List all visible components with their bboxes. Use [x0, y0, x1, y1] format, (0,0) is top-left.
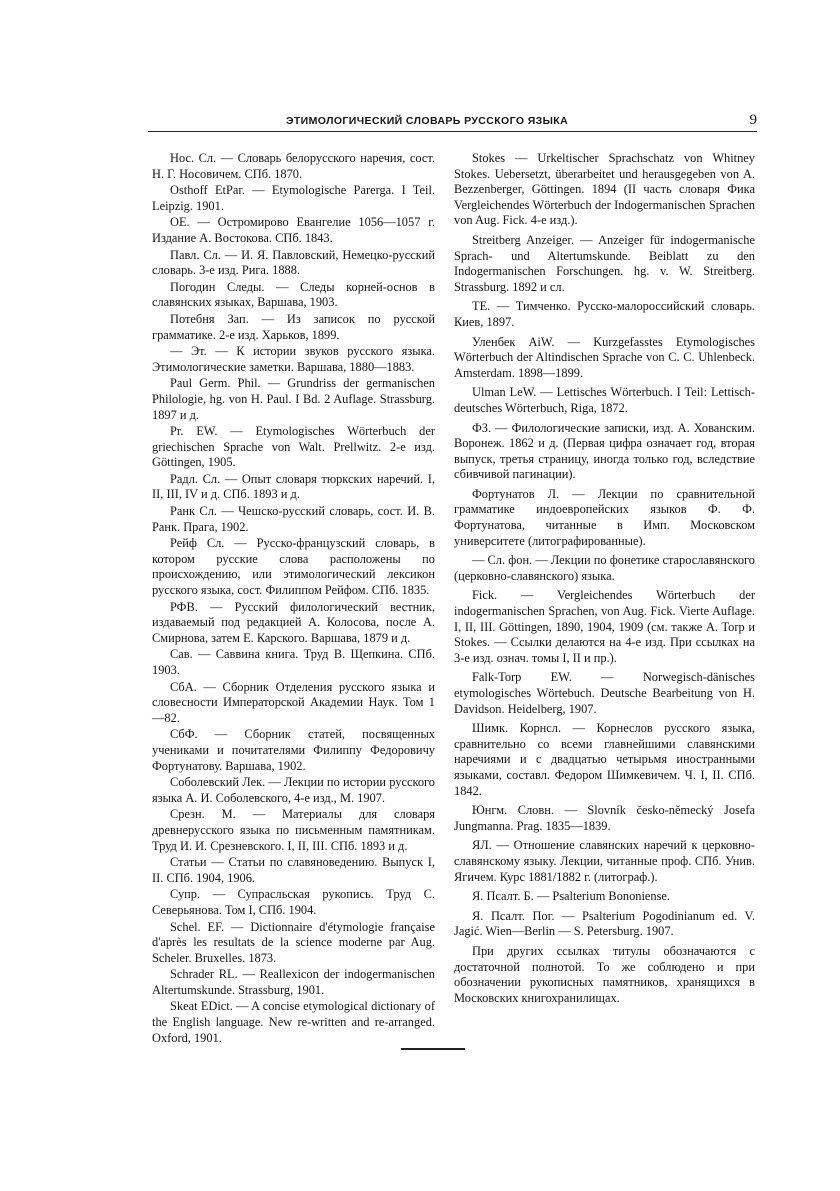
- bibliography-entry: Paul Germ. Phil. — Grundriss der germanischen Philologie, hg. von H. Paul. I Bd. 2 Auflage. Strassburg. 1897 и д.: [152, 376, 435, 422]
- bibliography-entry: Ulman LeW. — Lettisches Wörterbuch. I Teil: Lettisch-deutsches Wörterbuch, Riga, 1872.: [454, 385, 755, 415]
- left-column: [152, 151, 435, 1047]
- bibliography-entry: Нос. Сл. — Словарь белорусского наречия, сост. Н. Г. Носовичем. СПб. 1870.: [152, 151, 435, 181]
- bibliography-entry: СбФ. — Сборник статей, посвященных учениками и почитателями Филиппу Федоровичу Фортунатову. Варшава, 1902.: [152, 727, 435, 773]
- bibliography-entry: Я. Псалт. Б. — Psalterium Bononiense.: [472, 889, 671, 904]
- page-header: [148, 114, 757, 132]
- bibliography-entry: Schel. EF. — Dictionnaire d'étymologie française d'après les resultats de la science moderne par Aug. Scheler. Bruxelles. 1873.: [152, 919, 435, 965]
- bibliography-entry: Я. Псалт. Пог. — Psalterium Pogodinianum ed. V. Jagić. Wien—Berlin — S. Petersburg. 1907.: [454, 908, 755, 939]
- bibliography-entry: Schrader RL. — Reallexicon der indogermanischen Altertumskunde. Strassburg, 1901.: [152, 967, 435, 997]
- bibliography-entry: ОЕ. — Остромирово Евангелие 1056—1057 г. Издание А. Востокова. СПб. 1843.: [152, 215, 435, 245]
- bibliography-entry: Радл. Сл. — Опыт словаря тюркских наречий. I, II, III, IV и д. СПб. 1893 и д.: [152, 471, 435, 502]
- bibliography-entry: Fick. — Vergleichendes Wörterbuch der indogermanischen Sprachen, von Aug. Fick. Vierte Auflage. I, II, III. Göttingen, 1890, 1904, 1909 (см. также A. Torp и Stokes. — Ссылки делаются на 4-е изд. При ссылках на 3-е изд. означ. томы I, II и пр.).: [454, 588, 755, 665]
- bibliography-entry: Срезн. М. — Материалы для словаря древнерусского языка по письменным памятникам. Труд И. И. Срезневского. I, II, III. СПб. 1893 и д.: [152, 807, 435, 853]
- bibliography-entry: Рейф Сл. — Русско-французский словарь, в котором русские слова расположены по происхождению, или этимологический лексикон русского языка, сост. Филиппом Рейфом. СПб. 1835.: [152, 536, 435, 598]
- bibliography-entry: Соболевский Лек. — Лекции по истории русского языка А. И. Соболевского, 4-е изд., М. 1907.: [152, 775, 435, 805]
- bibliography-entry: Falk-Torp EW. — Norwegisch-dänisches etymologisches Wörtebuch. Deutsche Bearbeitung von H. Davidson. Heidelberg, 1907.: [454, 670, 755, 716]
- bibliography-entry: РФВ. — Русский филологический вестник, издаваемый под редакцией А. Колосова, после А. Смирнова, затем Е. Карского. Варшава, 1879 и д.: [152, 599, 435, 645]
- bibliography-entry: Юнгм. Словн. — Slovník česko-německý Josefa Jungmanna. Prag. 1835—1839.: [454, 803, 755, 833]
- header-rule: [148, 131, 757, 132]
- bibliography-entry: Pr. EW. — Etymologisches Wörterbuch der griechischen Sprache von Walt. Prellwitz. 2-е изд. Göttingen, 1905.: [152, 424, 435, 470]
- footer-rule: [401, 1048, 465, 1050]
- running-title: ЭТИМОЛОГИЧЕСКИЙ СЛОВАРЬ РУССКОГО ЯЗЫКА: [286, 115, 569, 127]
- bibliography-entry: ФЗ. — Филологические записки, изд. А. Хованским. Воронеж. 1862 и д. (Первая цифра означает год, вторая выпуск, третья страницу, иногда только год, вследствие сбивчивой пагинации).: [454, 420, 755, 482]
- bibliography-entry: СбА. — Сборник Отделения русского языка и словесности Императорской Академии Наук. Том 1—82.: [152, 679, 435, 725]
- bibliography-entry: Потебня Зап. — Из записок по русской грамматике. 2-е изд. Харьков, 1899.: [152, 311, 435, 342]
- bibliography-entry: Павл. Сл. — И. Я. Павловский, Немецко-русский словарь. 3-е изд. Рига. 1888.: [152, 247, 435, 278]
- bibliography-entry: Фортунатов Л. — Лекции по сравнительной грамматике индоевропейских языков Ф. Ф. Фортунатова, читанные в Имп. Московском университете (литографированные).: [454, 486, 755, 548]
- bibliography-entry: Stokes — Urkeltischer Sprachschatz von Whitney Stokes. Uebersetzt, überarbeitet und herausgegeben von A. Bezzenberger, Göttingen. 1894 (II часть словаря Фика Vergleichendes Wörterbuch der Indogermanischen Sprachen von Aug. Fick. 4-е изд.).: [454, 151, 755, 228]
- bibliography-entry: ТЕ. — Тимченко. Русско-малороссийский словарь. Киев, 1897.: [454, 299, 755, 329]
- bibliography-entry: Сав. — Саввина книга. Труд В. Щепкина. СПб. 1903.: [152, 647, 435, 677]
- bibliography-entry: Osthoff EtPar. — Etymologische Parerga. I Teil. Leipzig. 1901.: [152, 183, 435, 213]
- bibliography-entry: — Сл. фон. — Лекции по фонетике старославянского (церковно-славянского) языка.: [454, 553, 755, 583]
- bibliography-entry: Погодин Следы. — Следы корней-основ в славянских языках, Варшава, 1903.: [152, 279, 435, 310]
- bibliography-entry: Супр. — Супрасльская рукопись. Труд С. Северьянова. Том I, СПб. 1904.: [152, 887, 435, 917]
- bibliography-entry: При других ссылках титулы обозначаются с достаточной полнотой. То же соблюдено и при обозначении рукописных памятников, хранящихся в Московских книгохранилищах.: [454, 943, 755, 1005]
- bibliography-entry: — Эт. — К истории звуков русского языка. Этимологические заметки. Варшава, 1880—1883.: [152, 344, 435, 374]
- bibliography-entry: Статьи — Статьи по славяноведению. Выпуск I, II. СПб. 1904, 1906.: [152, 855, 435, 885]
- bibliography-entry: Ранк Сл. — Чешско-русский словарь, сост. И. В. Ранк. Прага, 1902.: [152, 504, 435, 534]
- bibliography-entry: Уленбек AiW. — Kurzgefasstes Etymologisches Wörterbuch der Altindischen Sprache von C. C. Uhlenbeck. Amsterdam. 1898—1899.: [454, 334, 755, 380]
- bibliography-entry: Шимк. Корнсл. — Корнеслов русского языка, сравнительно со всеми главнейшими славянскими наречиями и с двадцатью четырьмя иностранными языками, составл. Федором Шимкевичем. Ч. I, II. СПб. 1842.: [454, 721, 755, 798]
- bibliography-entry: Skeat EDict. — A concise etymological dictionary of the English language. New re-written and re-arranged. Oxford, 1901.: [152, 999, 435, 1045]
- bibliography-entry: ЯЛ. — Отношение славянских наречий к церковно-славянскому языку. Лекции, читанные проф. СПб. Унив. Ягичем. Курс 1881/1882 г. (литограф.).: [454, 838, 755, 884]
- bibliography-entry: Streitberg Anzeiger. — Anzeiger für indogermanische Sprach- und Altertumskunde. Beiblatt zu den Indogermanischen Forschungen. hg. v. W. Streitberg. Strassburg. 1892 и сл.: [454, 232, 755, 294]
- page-number: 9: [749, 112, 757, 128]
- right-column: [454, 151, 755, 1010]
